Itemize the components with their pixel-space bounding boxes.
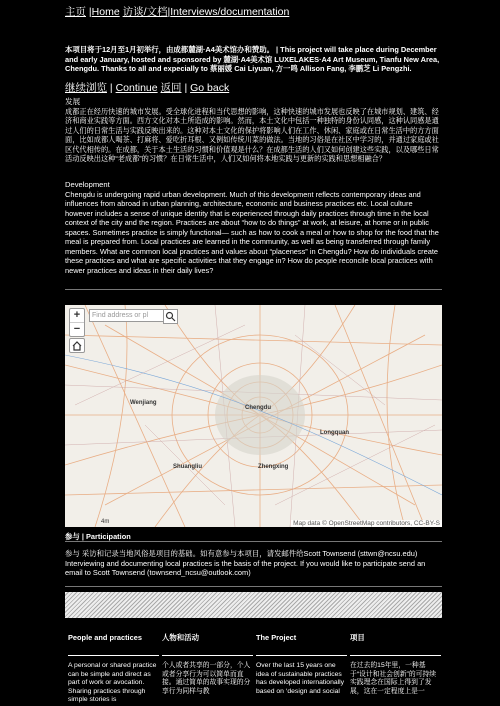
home-icon (70, 339, 84, 352)
map-zoom-control (69, 308, 85, 337)
decorative-stripe (65, 592, 442, 618)
nav-home-en-link[interactable]: Home (91, 6, 120, 18)
development-cn-section (65, 97, 442, 164)
search-icon (164, 310, 177, 323)
column-body: 个人或者共享的一部分，个人或者分享行为可以简单而直接。通过简单的故事实现的分享行为同样与教 (162, 662, 251, 695)
divider (65, 541, 442, 542)
map-label-zhengxing: Zhengxing (258, 464, 289, 470)
back-en-link[interactable]: Go back (190, 82, 230, 94)
participation-body: 参与 采访和记录当地风俗是项目的基础。如有意参与本项目，请发邮件给Scott Townsend (sttwn@ncsu.edu) Interviewing and documenting local practices is the basis of the project. If you would like to participate send an email to Scott Townsend (townsend_ncsu@outlook.com) (65, 549, 426, 578)
nav-separator: | (184, 82, 191, 94)
column-title: The Project (256, 634, 347, 656)
secondary-nav (65, 82, 229, 95)
map-label-shuangliu: Shuangliu (173, 464, 202, 470)
divider (65, 586, 442, 587)
map-label-longquan: Longquan (320, 430, 349, 436)
map-search-button[interactable] (163, 309, 178, 324)
map-label-chengdu: Chengdu (245, 405, 271, 411)
map-label-wenjiang: Wenjiang (130, 400, 157, 406)
participation-title: 参与 | Participation (65, 532, 131, 541)
intro-text: 本项目将于12月至1月初举行，由成都麓湖·A4美术馆办和赞助。 | This project will take place during December and early January, hosted and sponsored by 麓湖·A4美术馆 LUXELAKES·A4 Art Museum, Tianfu New Area, Chengdu. Thanks to all and expecially to 蔡丽媛 Cai Liyuan, 方一鸣 Allison Fang, 李鹏芝 Li Pengzhi. (65, 45, 440, 74)
top-nav (65, 6, 289, 19)
development-en-section (65, 180, 442, 275)
map-search-input[interactable]: Find address or pl (89, 309, 165, 322)
nav-docs-cn-link[interactable]: 访谈/文档 (122, 6, 168, 18)
nav-docs-en-link[interactable]: Interviews/documentation (170, 6, 290, 18)
continue-cn-link[interactable]: 继续浏览 (65, 82, 107, 94)
column-people-practices (65, 634, 159, 705)
back-cn-link[interactable]: 返回 (160, 82, 182, 94)
column-title: People and practices (68, 634, 159, 656)
development-en-body: Chengdu is undergoing rapid urban development. Much of this development reflects contemporary ideas and influences from abroad in urban planning, architecture, economic and business practices etc. Local culture however includes a sense of unique identity that is experienced through daily practices through time in the local context of the city and the region. Practices are about “how to do things” at work, at leisure, at home or in public spaces. Sometimes practice is simply functional— such as how to cook a meal or how to shop for the food that the meal is prepared from. Local practices are learned in the community, as well as being transferred through family members. What are common local practices and values about “placeness” in Chengdu? How do individuals create these practices and what are specific activities that they engage in? How do people reconcile local practices with newer practices and ideas in their daily lives? (65, 189, 439, 275)
column-title: 项目 (350, 634, 441, 656)
column-title: 人物和活动 (162, 634, 253, 656)
nav-separator: | (167, 6, 171, 18)
nav-home-cn-link[interactable]: 主页 (65, 6, 86, 18)
map-home-button[interactable] (69, 338, 85, 353)
divider (65, 289, 442, 290)
column-project (253, 634, 347, 705)
nav-separator: | (109, 82, 116, 94)
info-columns (65, 634, 442, 705)
map-scale: 4m (101, 519, 110, 525)
map-roads (65, 305, 442, 527)
map-widget[interactable] (65, 305, 442, 527)
development-en-title: Development (65, 180, 110, 189)
continue-en-link[interactable]: Continue (115, 82, 158, 94)
column-body: A personal or shared practice can be simple and direct as part of work or avocation. Sharing practices through simple stories is (68, 662, 157, 704)
column-project-cn (347, 634, 441, 705)
column-body: 在过去的15年里，一种基于“设计和社会创新”的可持续实践理念在国际上得到了发展，这在一定程度上是一 (350, 662, 437, 695)
column-body: Over the last 15 years one idea of sustainable practices has developed internationally based on ‘design and social (256, 662, 345, 695)
column-people-practices-cn (159, 634, 253, 705)
nav-separator: | (88, 6, 92, 18)
map-attribution: Map data © OpenStreetMap contributors, CC-BY-S (293, 520, 440, 527)
zoom-in-button[interactable]: + (70, 309, 84, 323)
development-cn-title: 发展 (65, 97, 81, 106)
development-cn-body: 成都正在经历快速的城市发展。受全球化进程和当代思想的影响，这种快速的城市发展也反映了在城市规划、建筑、经济和商业实践等方面。西方文化对本土所造成的影响。然而，本土文化中包括一种独特的身份认同感，这种认同感是通过人们的日常生活与实践反映出来的。这种对本土文化的保护将影响人们在工作、休闲、家庭或在日常生活中的方方面面，比如成都人喝茶、打麻将、爱吃折耳根、又例如传统川菜的做法。当地的习俗是在社区中学习的，并通过家庭或社区代代相传的。在成都，关于本土生活的习惯和价值观是什么？在成都生活的人们又如何创建这些实践，以及哪些日常活动反映出这种“老成都”的习惯？在日常生活中，人们又如何将本地实践与更新的实践和思想相融合？ (65, 106, 439, 163)
zoom-out-button[interactable]: − (73, 323, 81, 335)
